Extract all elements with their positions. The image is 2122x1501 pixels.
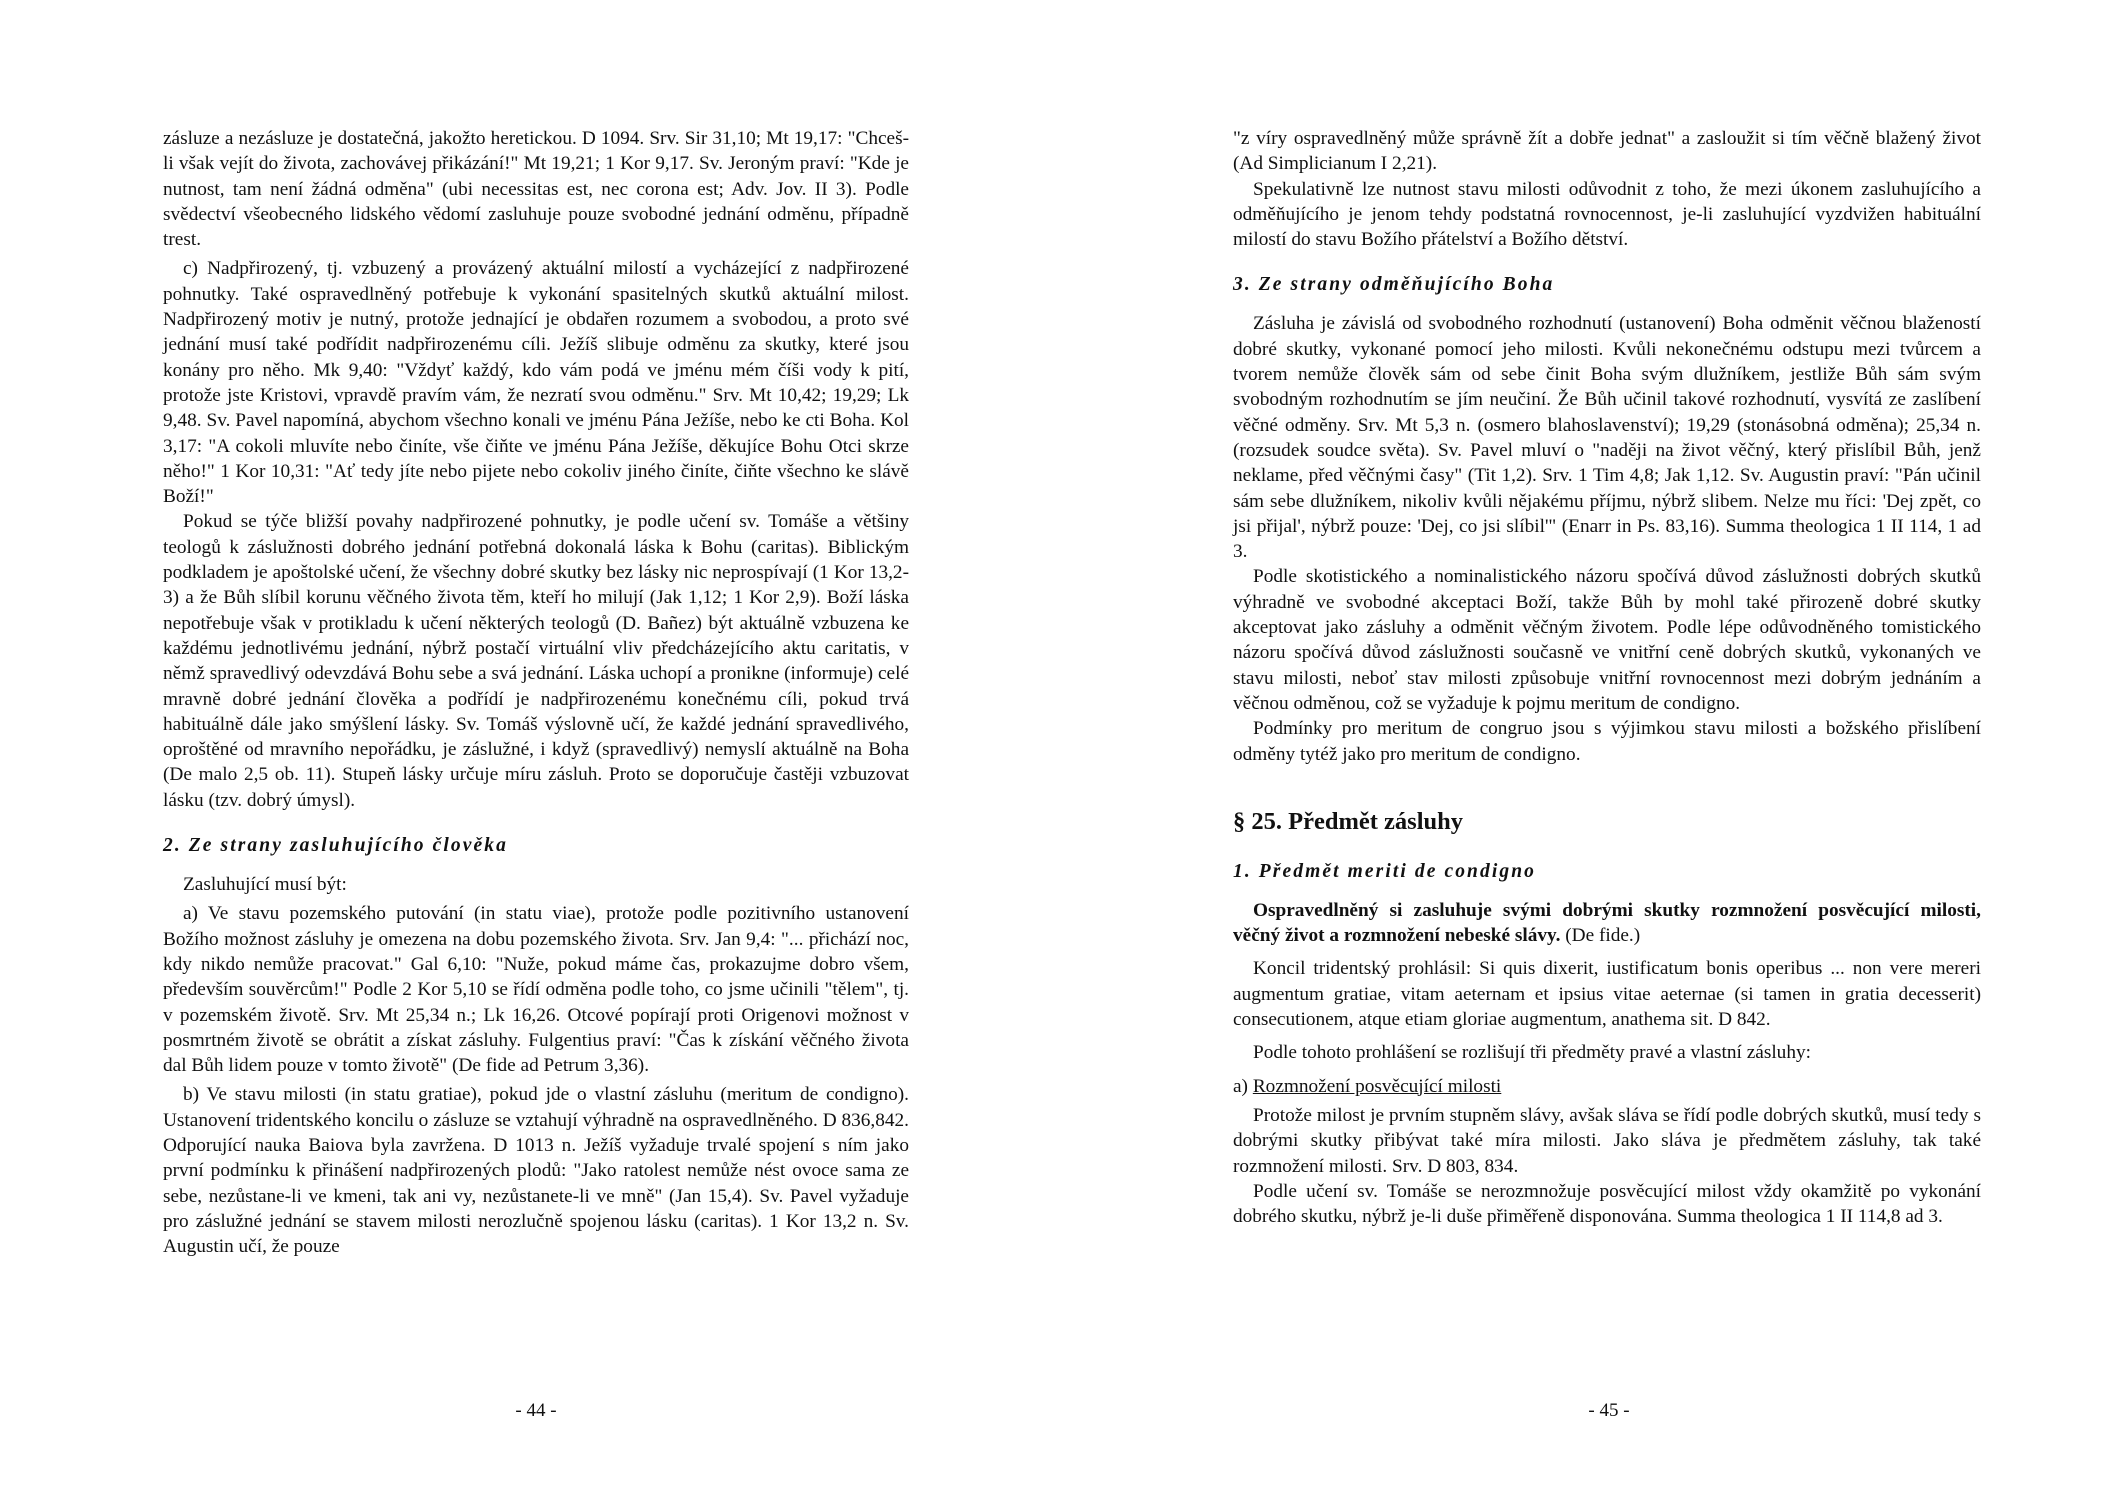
paragraph: Koncil tridentský prohlásil: Si quis dixerit, iustificatum bonis operibus ... non vere mereri augmentum gratiae, vitam aeternam et ipsius vitae aeternae (si tamen in gratia decesserit) consecutionem, atque etiam gloriae augmentum, anathema sit. D 842. (1233, 958, 1981, 1031)
paragraph: c) Nadpřirozený, tj. vzbuzený a provázený aktuální milostí a vycházející z nadpřirozené pohnutky. Také ospravedlněný potřebuje k vykonání spasitelných skutků aktuální milost. Nadpřirozený motiv je nutný, protože jednající je obdařen rozumem a svobodou, a proto své jednání musí také podřídit nadpřirozenému cíli. Ježíš slibuje odměnu za skutky, které jsou konány pro něho. Mk 9,40: "Vždyť každý, kdo vám podá ve jménu mém číši vody k pití, protože jste Kristovi, vpravdě pravím vám, že nezratí svou odměnu." Srv. Mt 10,42; 19,29; Lk 9,48. Sv. Pavel napomíná, abychom všechno konali ve jménu Pána Ježíše, nebo ke cti Boha. Kol 3,17: "A cokoli mluvíte nebo činíte, vše čiňte ve jménu Pána Ježíše, děkujíce Bohu Otci skrze něho!" 1 Kor 10,31: "Ať tedy jíte nebo pijete nebo cokoliv jiného činíte, čiňte všechno ke slávě Boží!" (163, 258, 909, 508)
list-item-prefix: a) (1233, 1075, 1253, 1097)
paragraph: Pokud se týče bližší povahy nadpřirozené pohnutky, je podle učení sv. Tomáše a většiny teologů k záslužnosti dobrého jednání potřebná dokonalá láska k Bohu (caritas). Biblickým podkladem je apoštolské učení, že všechny dobré skutky bez lásky nic neprospívají (1 Kor 13,2-3) a že Bůh slíbil korunu věčného života těm, kteří ho milují (Jak 1,12; 1 Kor 2,9). Boží láska nepotřebuje však v protikladu k učení některých teologů (D. Bañez) být aktuálně vzbuzena ke každému jednotlivému jednání, nýbrž postačí virtuální vliv předcházejícího aktu caritatis, v němž spravedlivý odevzdává Bohu sebe a svá jednání. Láska uchopí a pronikne (informuje) celé mravně dobré jednání člověka a podřídí je nadpřirozenému konečnému cíli, pokud trvá habituálně dále jako smýšlení lásky. Sv. Tomáš výslovně učí, že každé jednání spravedlivého, oproštěné od mravního nepořádku, je záslužné, i když (spravedlivý) nemyslí aktuálně na Boha (De malo 2,5 ob. 11). Stupeň lásky určuje míru zásluh. Proto se doporučuje častěji vzbuzovat lásku (tzv. dobrý úmysl). (163, 511, 909, 811)
paragraph: Spekulativně lze nutnost stavu milosti odůvodnit z toho, že mezi úkonem zasluhujícího a odměňujícího je jenom tehdy podstatná rovnocennost, je-li zasluhující vyzdvižen habituální milostí do stavu Božího přátelství a Božího dětství. (1233, 178, 1981, 251)
right-page-text (1233, 126, 1981, 1229)
paragraph: zásluze a nezásluze je dostatečná, jakožto heretickou. D 1094. Srv. Sir 31,10; Mt 19,17: "Chceš-li však vejít do života, zachovávej přikázání!" Mt 19,21; 1 Kor 9,17. Sv. Jeroným praví: "Kde je nutnost, tam není žádná odměna" (ubi necessitas est, nec corona est; Adv. Jov. II 3). Podle svědectví všeobecného lidského vědomí zasluhuje pouze svobodné jednání odměnu, případně trest. (163, 128, 909, 251)
thesis-bold: Ospravedlněný si zasluhuje svými dobrými skutky rozmnožení posvěcující milosti, věčný život a rozmnožení nebeské slávy. (1233, 899, 1981, 947)
section-heading: 2. Ze strany zasluhujícího člověka (163, 835, 508, 857)
list-item-label: Rozmnožení posvěcující milosti (1252, 1075, 1502, 1097)
paragraph: Podle učení sv. Tomáše se nerozmnožuje posvěcující milost vždy okamžitě po vykonání dobrého skutku, nýbrž je-li duše přiměřeně disponována. Summa theologica 1 II 114,8 ad 3. (1233, 1180, 1981, 1228)
right-page (1061, 0, 2122, 1501)
section-heading: 3. Ze strany odměňujícího Boha (1233, 274, 1555, 296)
left-page-text (163, 126, 909, 1259)
thesis (1233, 898, 1981, 949)
page-number: - 45 - (1588, 1400, 1630, 1421)
paragraph: Zasluhující musí být: (183, 874, 347, 896)
list-item-a (1233, 1074, 1981, 1099)
page-number: - 44 - (515, 1400, 557, 1421)
paragraph: Podle skotistického a nominalistického názoru spočívá důvod záslužnosti dobrých skutků výhradně ve svobodné akceptaci Boží, takže Bůh by mohl také přirozeně dobré skutky akceptovat jako zásluhy a odměnit věčným životem. Podle lépe odůvodněného tomistického názoru spočívá důvod záslužnosti současně ve vnitřní ceně dobrých skutků, vykonaných ve stavu milosti, neboť stav milosti způsobuje vnitřní rovnocennost mezi dobrým jednáním a věčnou odměnou, což se vyžaduje k pojmu meritum de condigno. (1233, 566, 1981, 714)
chapter-title: § 25. Předmět zásluhy (1233, 807, 1463, 835)
thesis-note: (De fide.) (1560, 925, 1641, 947)
paragraph: Zásluha je závislá od svobodného rozhodnutí (ustanovení) Boha odměnit věčnou blažeností dobré skutky, vykonané pomocí jeho milosti. Kvůli nekonečnému odstupu mezi tvůrcem a tvorem nemůže člověk sám od sebe činit Boha svým dlužníkem, jestliže Bůh sám svým svobodným rozhodnutím se jím neučiní. Že Bůh učinil takové rozhodnutí, vysvítá ze zaslíbení věčné odměny. Srv. Mt 5,3 n. (osmero blahoslavenství); 19,29 (stonásobná odměna); 25,34 n. (rozsudek soudce světa). Sv. Pavel mluví o "naději na život věčný, který přislíbil Bůh, jenž neklame, před věčnými časy" (Tit 1,2). Srv. 1 Tim 4,8; Jak 1,12. Sv. Augustin praví: "Pán učinil sám sebe dlužníkem, nikoliv kvůli nějakému příjmu, nýbrž slibem. Nelze mu říci: 'Dej zpět, co jsi přijal', nýbrž pouze: 'Dej, co jsi slíbil'" (Enarr in Ps. 83,16). Summa theologica 1 II 114, 1 ad 3. (1233, 313, 1981, 563)
section-heading: 1. Předmět meriti de condigno (1233, 860, 1537, 882)
paragraph: Protože milost je prvním stupněm slávy, avšak sláva se řídí podle dobrých skutků, musí tedy s dobrými skutky přibývat také míra milosti. Jako sláva je předmětem zásluhy, tak také rozmnožení milosti. Srv. D 803, 834. (1233, 1104, 1981, 1177)
paragraph: Podle tohoto prohlášení se rozlišují tři předměty pravé a vlastní zásluhy: (1253, 1042, 1811, 1064)
paragraph: b) Ve stavu milosti (in statu gratiae), pokud jde o vlastní zásluhu (meritum de condigno). Ustanovení tridentského koncilu o zásluze se vztahují výhradně na ospravedlněného. D 836,842. Odporující nauka Baiova byla zavržena. D 1013 n. Ježíš vyžaduje trvalé spojení s ním jako první podmínku k přinášení nadpřirozených plodů: "Jako ratolest nemůže nést ovoce sama ze sebe, nezůstane-li ve kmeni, tak ani vy, nezůstanete-li ve mně" (Jan 15,4). Sv. Pavel vyžaduje pro záslužné jednání se stavem milosti nerozlučně spojenou lásku (caritas). 1 Kor 13,2 n. Sv. Augustin učí, že pouze (163, 1084, 909, 1258)
paragraph: a) Ve stavu pozemského putování (in statu viae), protože podle pozitivního ustanovení Božího možnost zásluhy je omezena na dobu pozemského života. Srv. Jan 9,4: "... přichází noc, kdy nikdo nemůže pracovat." Gal 6,10: "Nuže, pokud máme čas, prokazujme dobro všem, především souvěrcům!" Podle 2 Kor 5,10 se řídí odměna podle toho, co jsme učinili "tělem", tj. v pozemském životě. Srv. Mt 25,34 n.; Lk 16,26. Otcové popírají proti Origenovi možnost v posmrtném životě se obrátit a získat zásluhy. Fulgentius praví: "Čas k získání věčného života dal Bůh lidem pouze v tomto životě" (De fide ad Petrum 3,36). (163, 903, 909, 1077)
paragraph: Podmínky pro meritum de congruo jsou s výjimkou stavu milosti a božského přislíbení odměny tytéž jako pro meritum de condigno. (1233, 718, 1981, 765)
paragraph: "z víry ospravedlněný může správně žít a dobře jednat" a zasloužit si tím věčně blažený život (Ad Simplicianum I 2,21). (1233, 128, 1981, 175)
